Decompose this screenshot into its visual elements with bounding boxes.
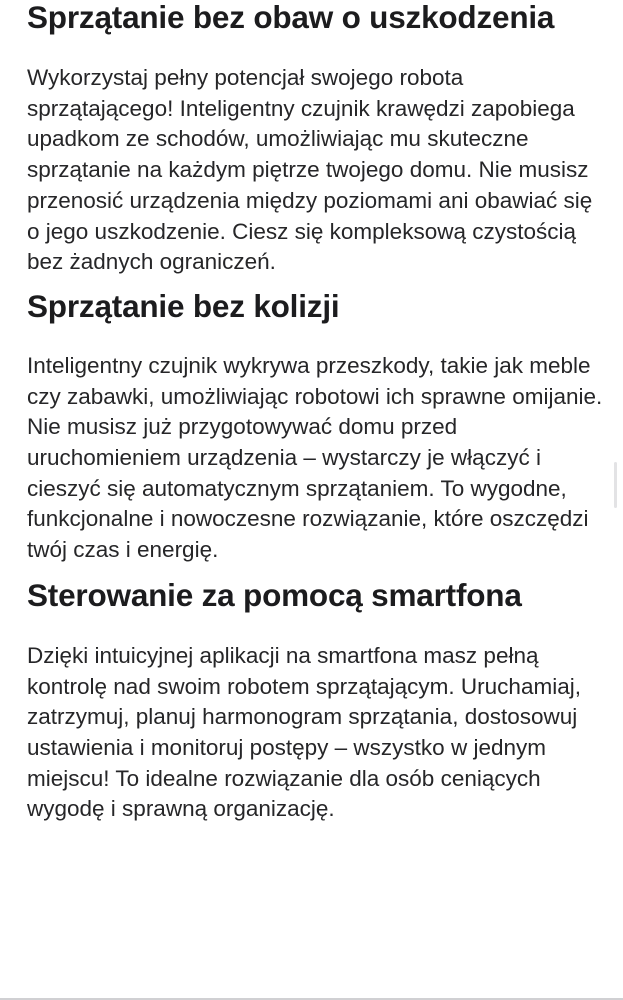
section-obstacle-sensor	[27, 281, 607, 566]
section-title: Sprzątanie bez obaw o uszkodzenia	[27, 0, 555, 35]
section-edge-sensor	[27, 0, 607, 278]
section-body: Wykorzystaj pełny potencjał swojego robota sprzątającego! Inteligentny czujnik krawędzi zapobiega upadkom ze schodów, umożliwiając mu skuteczne sprzątanie na każdym piętrze twojego domu. Nie musisz przenosić urządzenia między poziomami ani obawiać się o jego uszkodzenie. Ciesz się kompleksową czystością bez żadnych ograniczeń.	[27, 65, 593, 275]
section-title: Sprzątanie bez kolizji	[27, 287, 340, 324]
scrollbar[interactable]	[614, 462, 617, 508]
section-body: Dzięki intuicyjnej aplikacji na smartfona masz pełną kontrolę nad swoim robotem sprzątającym. Uruchamiaj, zatrzymuj, planuj harmonogram sprzątania, dostosowuj ustawienia i monitoruj postępy – wszystko w jednym miejscu! To idealne rozwiązanie dla osób ceniących wygodę i sprawną organizację.	[27, 642, 581, 822]
section-body: Inteligentny czujnik wykrywa przeszkody, takie jak meble czy zabawki, umożliwiając robotowi ich sprawne omijanie. Nie musisz już przygotowywać domu przed uruchomieniem urządzenia – wystarczy je włączyć i cieszyć się automatycznym sprzątaniem. To wygodne, funkcjonalne i nowoczesne rozwiązanie, które oszczędzi twój czas i energię.	[27, 352, 603, 563]
section-title: Sterowanie za pomocą smartfona	[27, 576, 522, 613]
product-description	[27, 0, 607, 825]
section-smartphone-control	[27, 570, 607, 825]
